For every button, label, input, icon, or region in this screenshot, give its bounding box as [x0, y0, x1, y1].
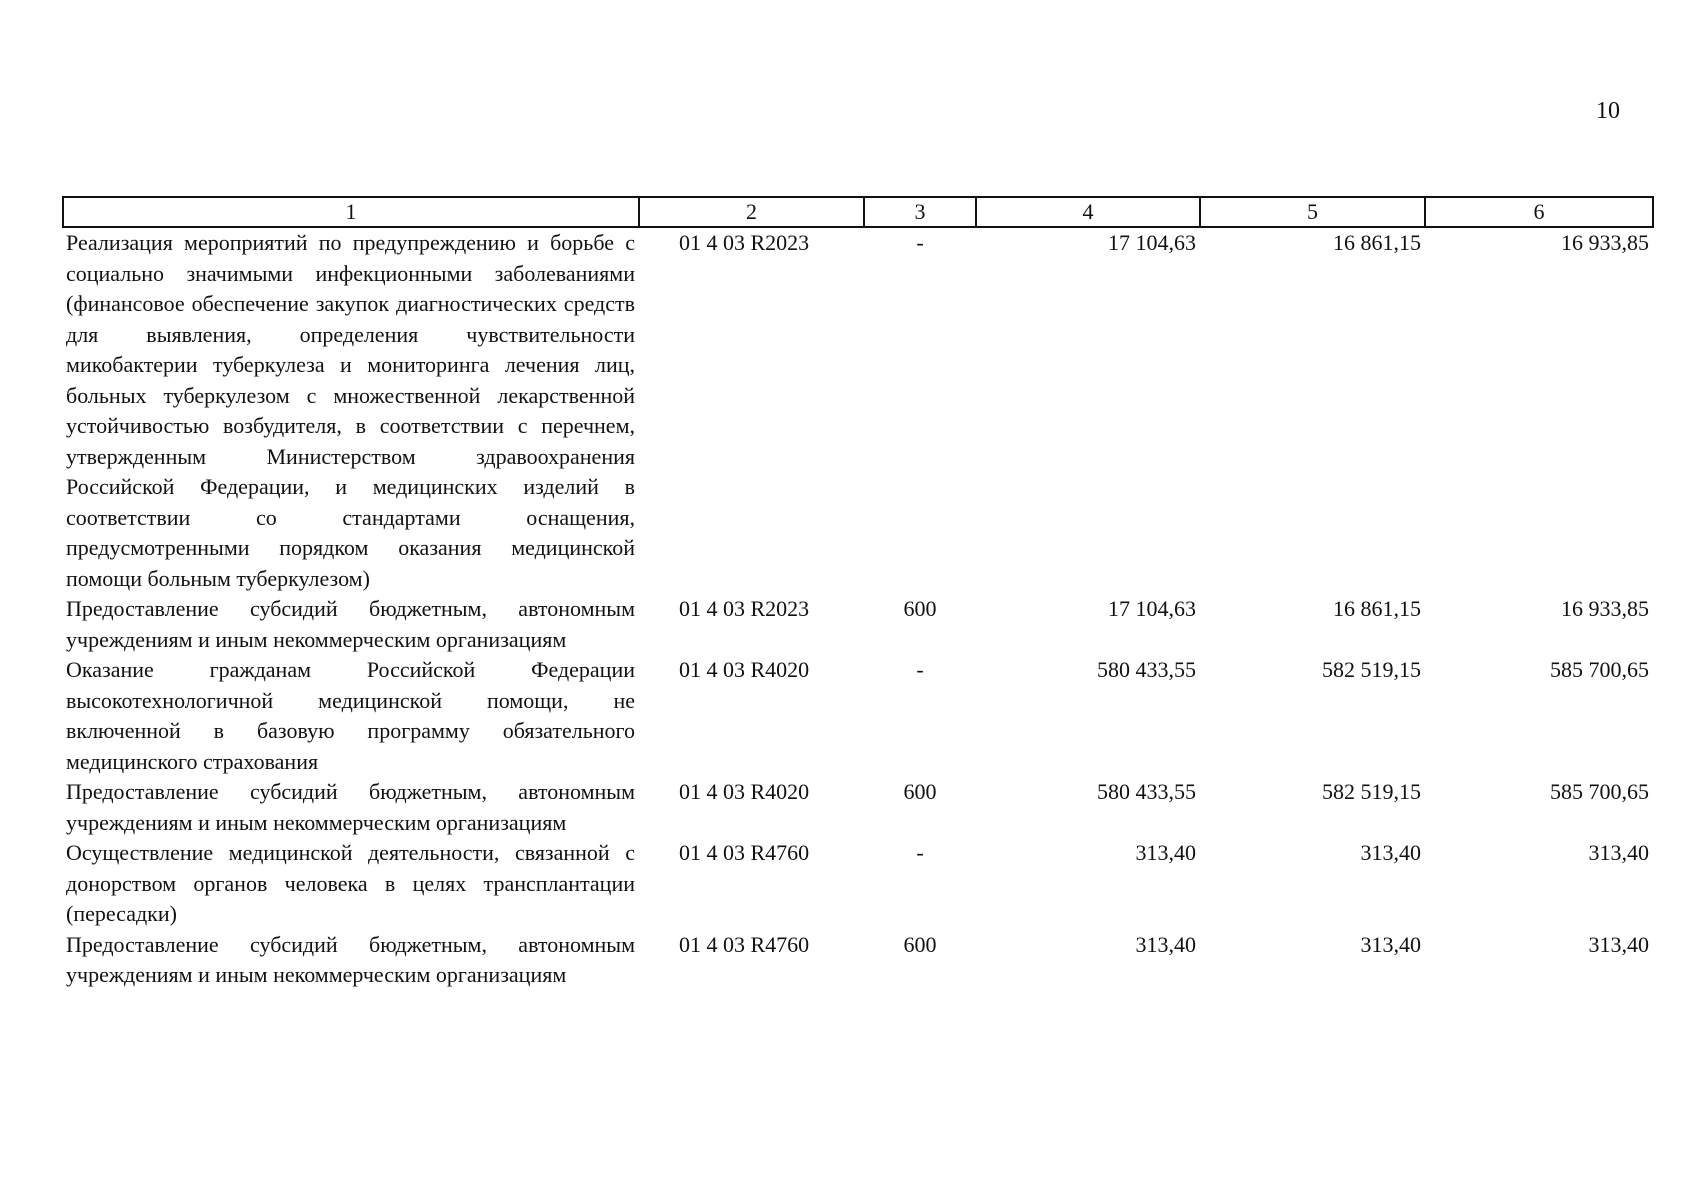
page-number: 10: [1596, 98, 1620, 124]
row-name: Предоставление субсидий бюджетным, автономным учреждениям и иным некоммерческим организациям: [66, 596, 635, 652]
row-value-col6: 16 933,85: [1561, 230, 1649, 255]
column-header-1: 1: [63, 197, 639, 227]
row-code: 01 4 03 R4760: [679, 931, 810, 957]
row-expense-type: 600: [903, 779, 937, 804]
column-header-6: 6: [1425, 197, 1653, 227]
row-value-col5: 582 519,15: [1322, 779, 1421, 804]
row-value-col5: 582 519,15: [1322, 657, 1421, 682]
row-name: Предоставление субсидий бюджетным, автономным учреждениям и иным некоммерческим организациям: [66, 931, 635, 987]
row-expense-type: 600: [903, 931, 937, 957]
row-value-col4: 313,40: [1135, 931, 1196, 957]
row-name: Осуществление медицинской деятельности, связанной с донорством органов человека в целях трансплантации (пересадки): [66, 840, 635, 926]
row-value-col6: 585 700,65: [1550, 657, 1649, 682]
row-name: Оказание гражданам Российской Федерации высокотехнологичной медицинской помощи, не включенной в базовую программу обязательного медицинского страхования: [66, 657, 635, 774]
column-header-3: 3: [864, 197, 976, 227]
row-value-col5: 313,40: [1360, 931, 1421, 957]
row-expense-type: -: [916, 657, 924, 682]
row-value-col5: 16 861,15: [1333, 596, 1421, 621]
row-value-col6: 16 933,85: [1561, 596, 1649, 621]
row-value-col4: 580 433,55: [1097, 657, 1196, 682]
row-value-col4: 17 104,63: [1108, 596, 1196, 621]
budget-table: [62, 196, 1654, 991]
row-value-col6: 313,40: [1588, 931, 1649, 957]
row-code: 01 4 03 R2023: [679, 596, 810, 621]
row-code: 01 4 03 R4020: [679, 779, 810, 804]
table-row: [63, 777, 1653, 838]
table-row: [63, 930, 1653, 991]
row-value-col6: 585 700,65: [1550, 779, 1649, 804]
row-name: Реализация мероприятий по предупреждению и борьбе с социально значимыми инфекционными заболеваниями (финансовое обеспечение закупок диагностических средств для выявления, определения чувствительности микобактерии туберкулеза и мониторинга лечения лиц, больных туберкулезом с множественной лекарственной устойчивостью возбудителя, в соответствии с перечнем, утвержденным Министерством здравоохранения Российской Федерации, и медицинских изделий в соответствии со стандартами оснащения, предусмотренными порядком оказания медицинской помощи больным туберкулезом): [66, 230, 635, 591]
table-row: [63, 838, 1653, 930]
row-value-col4: 17 104,63: [1108, 230, 1196, 255]
row-expense-type: 600: [903, 596, 937, 621]
row-value-col5: 16 861,15: [1333, 230, 1421, 255]
table-row: [63, 227, 1653, 594]
row-code: 01 4 03 R4760: [679, 840, 810, 865]
table-row: [63, 594, 1653, 655]
row-value-col4: 580 433,55: [1097, 779, 1196, 804]
column-header-5: 5: [1200, 197, 1425, 227]
column-header-4: 4: [976, 197, 1200, 227]
row-code: 01 4 03 R4020: [679, 657, 810, 682]
row-value-col5: 313,40: [1360, 840, 1421, 865]
row-value-col6: 313,40: [1588, 840, 1649, 865]
table-row: [63, 655, 1653, 777]
table-header-row: [63, 197, 1653, 227]
row-expense-type: -: [916, 230, 924, 255]
row-code: 01 4 03 R2023: [679, 230, 810, 255]
row-name: Предоставление субсидий бюджетным, автономным учреждениям и иным некоммерческим организациям: [66, 779, 635, 835]
row-value-col4: 313,40: [1135, 840, 1196, 865]
row-expense-type: -: [916, 840, 924, 865]
column-header-2: 2: [639, 197, 864, 227]
